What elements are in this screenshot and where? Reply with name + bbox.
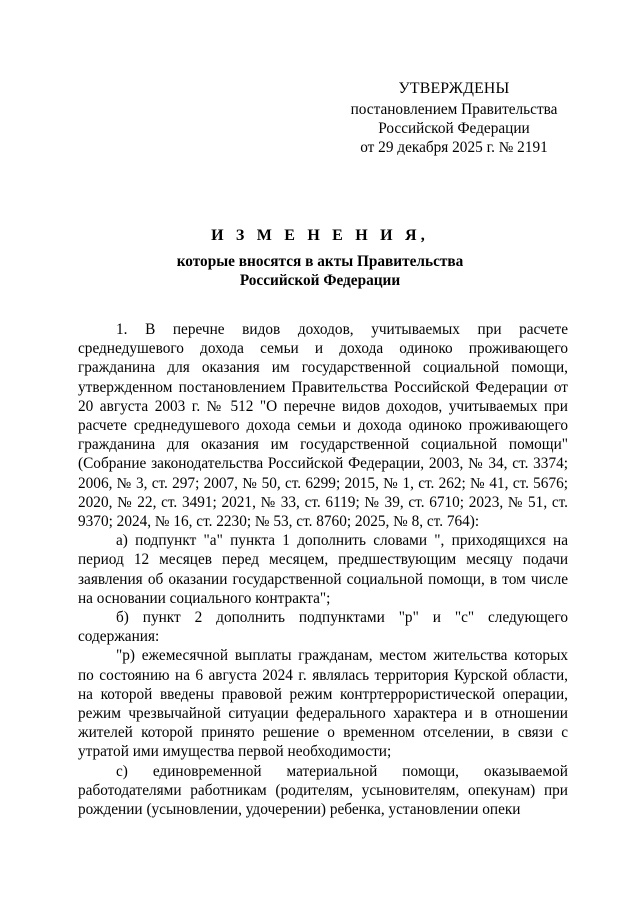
paragraph-subitem-a: а) подпункт "а" пункта 1 дополнить словами ", приходящихся на период 12 месяцев перед месяцем, предшествующим месяцу подачи заявления об оказании государственной социальной помощи, в том числе на основании социального контракта";	[78, 532, 568, 607]
paragraph-item-1: 1. В перечне видов доходов, учитываемых при расчете среднедушевого дохода семьи и дохода одиноко проживающего гражданина для оказания им государственной социальной помощи, утвержденном постановлением Правительства Российской Федерации от 20 августа 2003 г. № 512 "О перечне видов доходов, учитываемых при расчете среднедушевого дохода семьи и дохода одиноко проживающего гражданина для оказания им государственной социальной помощи" (Собрание законодательства Российской Федерации, 2003, № 34, ст. 3374; 2006, № 3, ст. 297; 2007, № 50, ст. 6299; 2015, № 1, ст. 262; № 41, ст. 5676; 2020, № 22, ст. 3491; 2021, № 33, ст. 6119; № 39, ст. 6710; 2023, № 51, ст. 9370; 2024, № 16, ст. 2230; № 53, ст. 8760; 2025, № 8, ст. 764):	[78, 321, 568, 531]
document-body	[78, 320, 568, 819]
title-subtitle	[60, 252, 580, 290]
approval-heading: УТВЕРЖДЕНЫ	[398, 80, 510, 97]
approval-line-3: от 29 декабря 2025 г. № 2191	[360, 139, 548, 156]
document-title	[60, 226, 580, 290]
paragraph-subitem-r: "р) ежемесячной выплаты гражданам, местом жительства которых по состоянию на 6 августа 2024 г. являлась территория Курской области, на которой введены правовой режим контртеррористической операции, режим чрезвычайной ситуации федерального характера и в отношении жителей которой принято решение о временном отселении, в связи с утратой ими имущества первой необходимости;	[78, 647, 568, 761]
approval-line-2: Российской Федерации	[378, 120, 530, 137]
paragraph-subitem-s: с) единовременной материальной помощи, оказываемой работодателями работникам (родителям, усыновителям, опекунам) при рождении (усыновлении, удочерении) ребенка, установлении опеки	[78, 762, 568, 819]
paragraph-subitem-b: б) пункт 2 дополнить подпунктами "р" и "с" следующего содержания:	[78, 609, 568, 646]
subtitle-line-1: которые вносятся в акты Правительства	[176, 253, 464, 270]
title-main: И З М Е Н Е Н И Я,	[211, 227, 429, 244]
approval-stamp	[320, 79, 588, 157]
subtitle-line-2: Российской Федерации	[239, 272, 401, 289]
approval-line-1: постановлением Правительства	[350, 101, 558, 118]
